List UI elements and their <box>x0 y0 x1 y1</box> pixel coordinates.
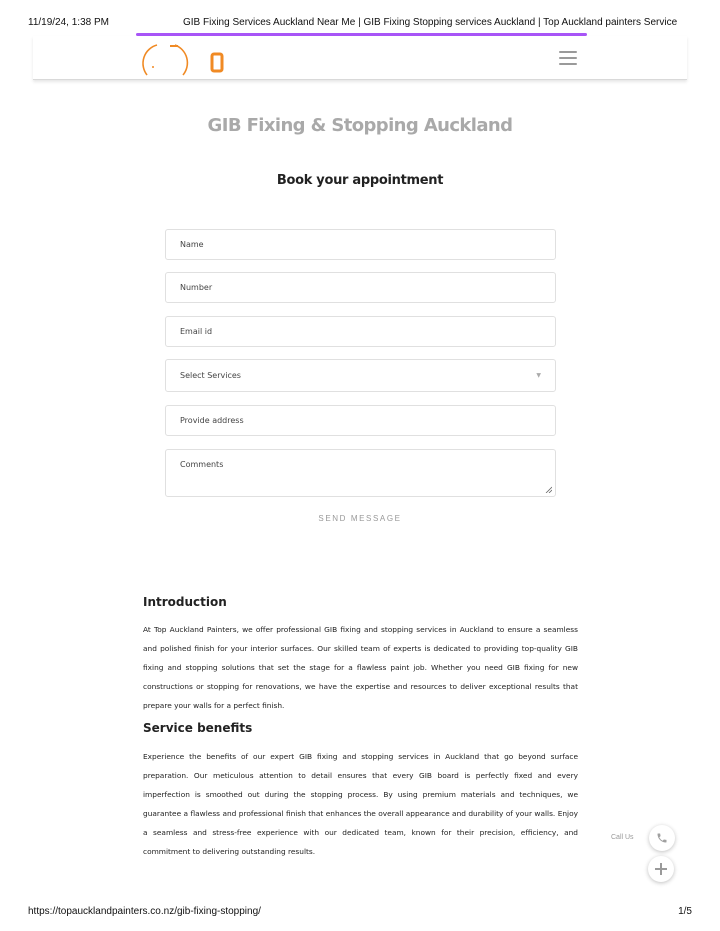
print-url: https://topaucklandpainters.co.nz/gib-fixing-stopping/ <box>28 906 261 917</box>
services-select-value: Select Services <box>180 371 241 380</box>
services-select[interactable] <box>165 359 556 392</box>
address-input-placeholder: Provide address <box>180 416 244 425</box>
print-header <box>28 17 678 31</box>
print-date: 11/19/24, 1:38 PM <box>28 17 109 28</box>
introduction-text: At Top Auckland Painters, we offer professional GIB fixing and stopping services in Auckland to ensure a seamless and polished finish for your interior surfaces. Our skilled team of experts is dedicated to providing top-quality GIB fixing and stopping solutions that set the stage for a flawless paint job. Whether you need GIB fixing for new constructions or stopping for renovations, we have the expertise and resources to deliver exceptional results that prepare your walls for a perfect finish. <box>143 625 578 710</box>
number-input-placeholder: Number <box>180 283 213 292</box>
send-message-button[interactable]: SEND MESSAGE <box>318 514 402 523</box>
expand-contact-button[interactable] <box>648 856 674 882</box>
call-us-label[interactable]: Call Us <box>611 834 634 841</box>
introduction-heading: Introduction <box>143 595 227 609</box>
name-input-placeholder: Name <box>180 240 204 249</box>
call-button[interactable] <box>649 825 675 851</box>
logo-mark-icon <box>139 41 235 79</box>
form-title: Book your appointment <box>276 173 444 188</box>
comments-textarea[interactable] <box>165 449 556 497</box>
email-input-placeholder: Email id <box>180 327 213 336</box>
phone-icon <box>656 832 668 844</box>
service-benefits-heading: Service benefits <box>143 721 253 735</box>
print-document-title: GIB Fixing Services Auckland Near Me | GIB Fixing Stopping services Auckland | Top Auckland painters Service <box>183 17 678 28</box>
service-benefits-text: Experience the benefits of our expert GIB fixing and stopping services in Auckland that go beyond surface preparation. Our meticulous attention to detail ensures that every GIB board is perfectly fixed and every imperfection is smoothed out during the stopping process. By using premium materials and techniques, we guarantee a flawless and professional finish that enhances the overall appearance and durability of your walls. Enjoy a seamless and stress-free experience with our dedicated team, known for their precision, efficiency, and commitment to delivering outstanding results. <box>143 752 578 856</box>
chevron-down-icon: ▼ <box>536 372 541 379</box>
address-input[interactable] <box>165 405 556 436</box>
plus-icon <box>655 863 667 875</box>
site-logo[interactable] <box>139 41 235 79</box>
site-header <box>33 36 687 80</box>
hamburger-icon[interactable] <box>559 51 577 65</box>
print-footer <box>28 906 692 920</box>
name-input[interactable] <box>165 229 556 260</box>
resize-handle-icon[interactable] <box>545 486 552 493</box>
number-input[interactable] <box>165 272 556 303</box>
page-title: GIB Fixing & Stopping Auckland <box>207 115 513 136</box>
comments-textarea-placeholder: Comments <box>180 460 224 469</box>
page-number: 1/5 <box>678 906 692 917</box>
email-input[interactable] <box>165 316 556 347</box>
